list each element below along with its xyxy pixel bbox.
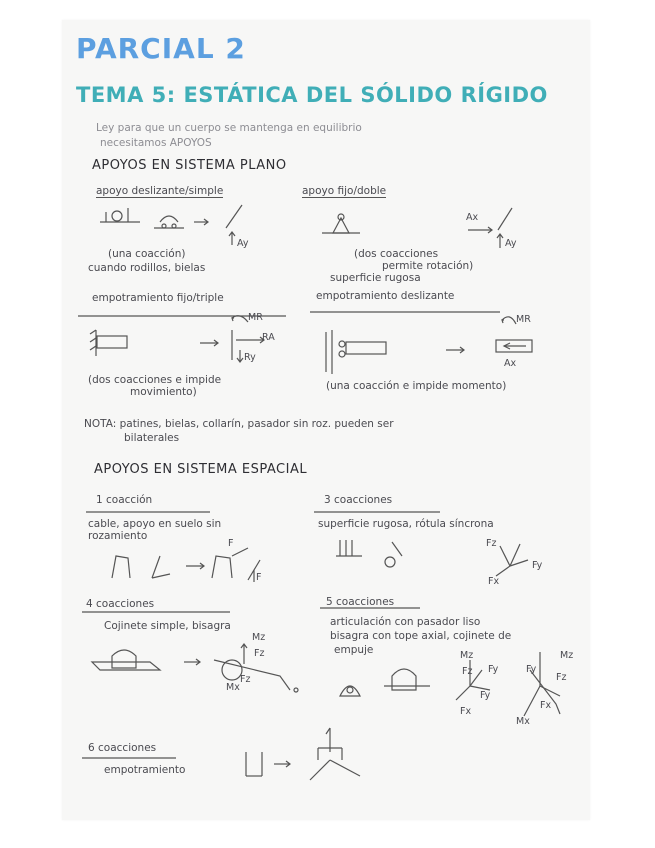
label-fx-c3: Fx [488, 576, 500, 587]
intro-line-2: necesitamos APOYOS [100, 137, 212, 149]
label-mr-1: MR [248, 312, 263, 323]
emp-desl-title: empotramiento deslizante [316, 290, 455, 302]
label-fz-c4-a: Fz [254, 648, 265, 659]
emp-fijo-desc-1: (dos coacciones e impide [88, 374, 222, 386]
label-mr-2: MR [516, 314, 531, 325]
deslizante-desc-1: (una coacción) [108, 248, 186, 260]
c1-desc-1: cable, apoyo en suelo sin [88, 518, 222, 530]
label-c5-fy-b: Fy [480, 690, 491, 701]
label-mx-c4: Mx [226, 682, 240, 693]
nota-line-2: bilaterales [124, 432, 180, 444]
label-c5-mz-b: Mz [560, 650, 574, 661]
fijo-desc-1: (dos coacciones [354, 248, 439, 260]
label-f-2: F [256, 572, 262, 583]
section-heading-espacial: APOYOS EN SISTEMA ESPACIAL [94, 462, 308, 477]
label-c5-fz-a: Fz [462, 666, 473, 677]
c3-title: 3 coacciones [324, 494, 393, 506]
c6-title: 6 coacciones [88, 742, 157, 754]
c5-desc-2: bisagra con tope axial, cojinete de [330, 630, 512, 642]
nota-line-1: NOTA: patines, bielas, collarín, pasador sin roz. pueden ser [84, 418, 394, 430]
fijo-desc-3: superficie rugosa [330, 272, 421, 284]
emp-fijo-title: empotramiento fijo/triple [92, 292, 224, 304]
c5-desc-1: articulación con pasador liso [330, 616, 481, 628]
label-fz-c4-b: Fz [240, 674, 251, 685]
label-fz-c3: Fz [486, 538, 497, 549]
label-fy-c3: Fy [532, 560, 543, 571]
c4-desc: Cojinete simple, bisagra [104, 620, 231, 632]
label-ry: Ry [244, 352, 256, 363]
label-c5-fz-b: Fz [556, 672, 567, 683]
c1-desc-2: rozamiento [88, 530, 148, 542]
c4-title: 4 coacciones [86, 598, 155, 610]
label-ay-1: Ay [237, 238, 249, 249]
section-heading-plano: APOYOS EN SISTEMA PLANO [92, 158, 287, 173]
c3-desc: superficie rugosa, rótula síncrona [318, 518, 494, 530]
label-ax-1: Ax [466, 212, 479, 223]
label-mz-c4: Mz [252, 632, 266, 643]
label-c5-fx-b: Fx [540, 700, 552, 711]
label-ra: RA [262, 332, 275, 343]
label-c5-fy-a: Fy [488, 664, 499, 675]
label-ax-2: Ax [504, 358, 517, 369]
c6-desc: empotramiento [104, 764, 186, 776]
label-f-1: F [228, 538, 234, 549]
label-ay-2: Ay [505, 238, 517, 249]
intro-line-1: Ley para que un cuerpo se mantenga en equilibrio [96, 122, 362, 134]
page-title: PARCIAL 2 [76, 32, 246, 65]
topic-title: TEMA 5: ESTÁTICA DEL SÓLIDO RÍGIDO [76, 83, 548, 107]
label-c5-fy-c: Fy [526, 664, 537, 675]
emp-desl-desc: (una coacción e impide momento) [326, 380, 507, 392]
fijo-desc-2: permite rotación) [382, 260, 474, 272]
c5-desc-3: empuje [334, 644, 374, 656]
c1-title: 1 coacción [96, 494, 153, 506]
deslizante-title: apoyo deslizante/simple [96, 185, 224, 197]
emp-fijo-desc-2: movimiento) [130, 386, 197, 398]
label-c5-mz-a: Mz [460, 650, 474, 661]
fijo-title: apoyo fijo/doble [302, 185, 387, 197]
label-c5-mx: Mx [516, 716, 530, 727]
c5-title: 5 coacciones [326, 596, 395, 608]
label-c5-fx-a: Fx [460, 706, 472, 717]
deslizante-desc-2: cuando rodillos, bielas [88, 262, 206, 274]
